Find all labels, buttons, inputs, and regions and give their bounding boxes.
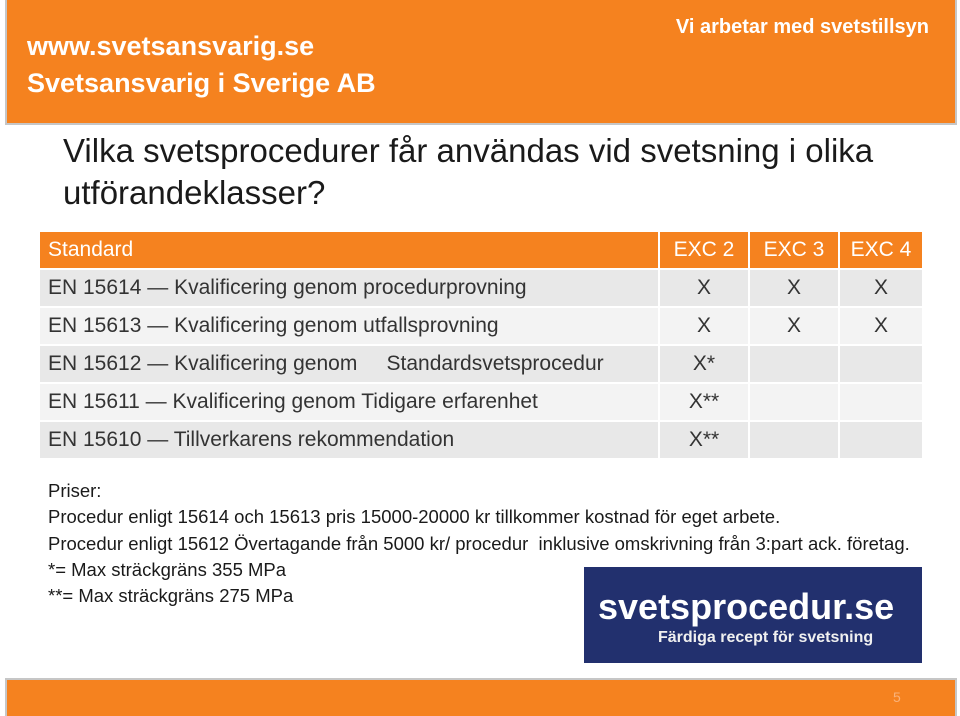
table-cell-exc4: [840, 384, 922, 420]
table-cell-exc3: X: [750, 308, 838, 344]
table-cell-exc4: X: [840, 270, 922, 306]
table-header-standard: Standard: [40, 232, 658, 268]
notes-heading: Priser:: [48, 480, 102, 501]
table-header-exc4: EXC 4: [840, 232, 922, 268]
table-cell-standard: EN 15614 — Kvalificering genom procedurprovning: [40, 270, 658, 306]
table-cell-exc4: [840, 346, 922, 382]
table-cell-exc4: X: [840, 308, 922, 344]
table-cell-standard: EN 15610 — Tillverkarens rekommendation: [40, 422, 658, 458]
tagline: Vi arbetar med svetstillsyn: [675, 16, 929, 38]
table-cell-exc4: [840, 422, 922, 458]
table-cell-exc2: X**: [660, 422, 748, 458]
table-cell-standard: EN 15613 — Kvalificering genom utfallsprovning: [40, 308, 658, 344]
table-cell-exc2: X*: [660, 346, 748, 382]
footer-banner: [5, 678, 957, 716]
table-cell-exc3: [750, 346, 838, 382]
table-cell-standard: EN 15612 — Kvalificering genom Standardsvetsprocedur: [40, 346, 658, 382]
slide-number: 5: [893, 689, 901, 705]
table-cell-exc2: X**: [660, 384, 748, 420]
table-cell-exc2: X: [660, 270, 748, 306]
site-url: www.svetsansvarig.se: [27, 31, 315, 61]
note-line: **= Max sträckgräns 275 MPa: [48, 585, 294, 607]
table-cell-exc2: X: [660, 308, 748, 344]
table-cell-exc3: [750, 422, 838, 458]
company-name: Svetsansvarig i Sverige AB: [27, 68, 376, 98]
slide-title: Vilka svetsprocedurer får användas vid svetsning i olika utförandeklasser?: [63, 132, 874, 211]
logo-wordmark: svetsprocedur.se: [598, 586, 895, 627]
top-banner: [5, 0, 957, 125]
table-cell-exc3: [750, 384, 838, 420]
note-line: Procedur enligt 15612 Övertagande från 5000 kr/ procedur inklusive omskrivning från 3:part ack. företag.: [48, 532, 910, 554]
table-header-exc2: EXC 2: [660, 232, 748, 268]
table-cell-standard: EN 15611 — Kvalificering genom Tidigare erfarenhet: [40, 384, 658, 420]
procedures-table: [40, 232, 922, 458]
note-line: Procedur enligt 15614 och 15613 pris 15000-20000 kr tillkommer kostnad för eget arbete.: [48, 506, 781, 528]
table-cell-exc3: X: [750, 270, 838, 306]
table-header-exc3: EXC 3: [750, 232, 838, 268]
svetsprocedur-logo: [584, 567, 922, 663]
logo-slogan: Färdiga recept för svetsning: [658, 629, 874, 646]
note-line: *= Max sträckgräns 355 MPa: [48, 558, 287, 580]
